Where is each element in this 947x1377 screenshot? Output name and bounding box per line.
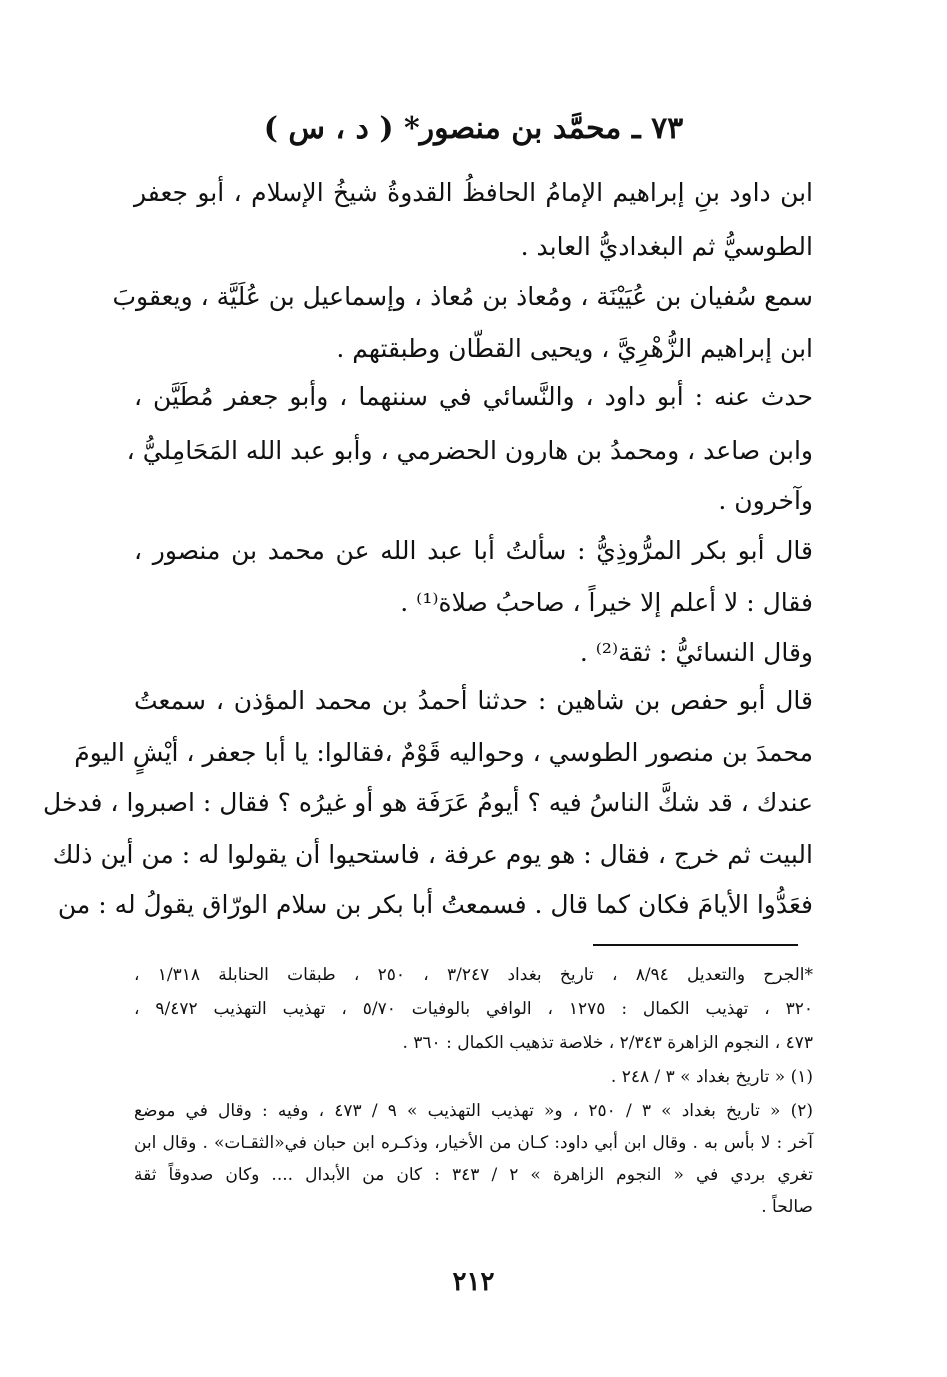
body-line: عندك ، قد شكَّ الناسُ فيه ؟ أيومُ عَرَفَة هو أو غيرُه ؟ فقال : اصبروا ، فدخل xyxy=(43,788,813,817)
body-line: قال أبو بكر المرُّوذِيُّ : سألتُ أبا عبد الله عن محمد بن منصور ، xyxy=(134,536,813,565)
footnote-line: (١) « تاريخ بغداد » ٣ / ٢٤٨ . xyxy=(610,1067,813,1087)
page-number: ٢١٢ xyxy=(452,1267,495,1297)
body-line: الطوسيُّ ثم البغداديُّ العابد . xyxy=(520,232,813,261)
entry-heading: ٧٣ ـ محمَّد بن منصور* ( د ، س ) xyxy=(263,111,684,146)
body-line: وابن صاعد ، ومحمدُ بن هارون الحضرمي ، وأبو عبد الله المَحَامِليُّ ، xyxy=(126,436,813,465)
footnote-line: *الجرح والتعديل ٨/٩٤ ، تاريخ بغداد ٣/٢٤٧ ، ٢٥٠ ، طبقات الحنابلة ١/٣١٨ ، xyxy=(134,965,814,985)
footnote-line: آخر : لا بأس به . وقال ابن أبي داود: كـان من الأخيار، وذكـره ابن حبان في«الثقـات» . وقال ابن xyxy=(134,1133,813,1153)
body-line: محمدَ بن منصور الطوسي ، وحواليه قَوْمٌ ،فقالوا: يا أبا جعفر ، أيْشٍ اليومَ xyxy=(74,738,813,767)
body-line: سمع سُفيان بن عُيَيْنَة ، ومُعاذ بن مُعاذ ، وإسماعيل بن عُلَيَّة ، ويعقوبَ xyxy=(112,282,813,311)
body-line: فقال : لا أعلم إلا خيراً ، صاحبُ صلاة⁽¹⁾ . xyxy=(400,588,813,617)
footnote-line: (٢) « تاريخ بغداد » ٣ / ٢٥٠ ، و« تهذيب التهذيب » ٩ / ٤٧٣ ، وفيه : وقال في موضع xyxy=(134,1101,813,1121)
footnote-line: صالحاً . xyxy=(761,1197,813,1217)
footnote-line: تغري بردي في « النجوم الزاهرة » ٢ / ٣٤٣ : كان من الأبدال .... وكان صدوقاً ثقة xyxy=(134,1165,813,1185)
body-line: وآخرون . xyxy=(718,486,813,515)
body-line: ابن داود بنِ إبراهيم الإمامُ الحافظُ القدوةُ شيخُ الإسلام ، أبو جعفر xyxy=(134,178,813,207)
body-line: قال أبو حفص بن شاهين : حدثنا أحمدُ بن محمد المؤذن ، سمعتُ xyxy=(134,686,813,715)
footnote-separator xyxy=(593,944,798,946)
footnote-line: ٤٧٣ ، النجوم الزاهرة ٢/٣٤٣ ، خلاصة تذهيب الكمال : ٣٦٠ . xyxy=(402,1033,813,1053)
footnote-line: ٣٢٠ ، تهذيب الكمال : ١٢٧٥ ، الوافي بالوفيات ٥/٧٠ ، تهذيب التهذيب ٩/٤٧٢ ، xyxy=(134,999,814,1019)
body-line: ابن إبراهيم الزُّهْرِيَّ ، ويحيى القطّان وطبقتهم . xyxy=(336,334,813,363)
body-line: فعَدُّوا الأيامَ فكان كما قال . فسمعتُ أبا بكر بن سلام الورّاق يقولُ له : من xyxy=(57,890,813,919)
body-line: البيت ثم خرج ، فقال : هو يوم عرفة ، فاستحيوا أن يقولوا له : من أين ذلك xyxy=(52,840,813,869)
body-line: وقال النسائيُّ : ثقة⁽²⁾ . xyxy=(579,638,813,667)
body-line: حدث عنه : أبو داود ، والنَّسائي في سننهما ، وأبو جعفر مُطَيَّن ، xyxy=(134,382,813,411)
